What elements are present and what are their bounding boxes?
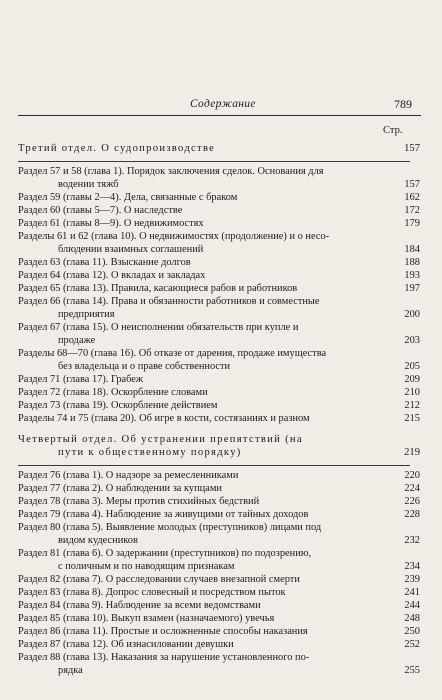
toc-entry-page: 188 [404,257,420,268]
part3-entries [18,165,430,425]
toc-entry-page: 197 [404,283,420,294]
toc-entry [18,230,430,256]
toc-entry-page: 210 [404,387,420,398]
part3-page: 157 [404,143,420,154]
toc-entry-line: Раздел 73 (глава 19). Оскорбление действием [18,400,218,411]
running-title: Содержание [190,98,256,110]
toc-entry-line: продаже [58,335,96,346]
toc-entry [18,586,430,599]
toc-entry-line: Раздел 83 (глава 8). Допрос словесный и посредством пыток [18,587,286,598]
toc-entry-line: предприятия [58,309,115,320]
part4-page: 219 [404,447,420,458]
part4-title-line: пути к общественному порядку) [58,447,242,458]
toc-entry [18,521,430,547]
toc-entry-line: Раздел 84 (глава 9). Наблюдение за всеми ведомствами [18,600,261,611]
toc-entry [18,373,430,386]
toc-entry [18,321,430,347]
toc-entry-page: 250 [404,626,420,637]
toc-entry-page: 212 [404,400,420,411]
toc-entry-page: 255 [404,665,420,676]
toc-entry-page: 179 [404,218,420,229]
toc-entry [18,256,430,269]
part4-title [18,433,430,459]
toc-entry [18,469,430,482]
toc-entry-page: 205 [404,361,420,372]
part4-separator [18,465,410,466]
toc-entry [18,412,430,425]
toc-entry [18,269,430,282]
toc-entry-line: Раздел 79 (глава 4). Наблюдение за живущими от тайных доходов [18,509,309,520]
toc-entry-line: Раздел 71 (глава 17). Грабеж [18,374,144,385]
toc-entry [18,612,430,625]
toc-entry-line: Раздел 72 (глава 18). Оскорбление словами [18,387,208,398]
part3-title-text: Третий отдел. О судопроизводстве [18,143,216,154]
toc-entry-page: 220 [404,470,420,481]
toc-entry-page: 232 [404,535,420,546]
toc-entry [18,347,430,373]
toc-entry-page: 172 [404,205,420,216]
toc-entry-line: Раздел 76 (глава 1). О надзоре за ремесленниками [18,470,239,481]
toc-entry-page: 200 [404,309,420,320]
toc-entry-page: 239 [404,574,420,585]
toc-entry [18,282,430,295]
toc-entry-page: 234 [404,561,420,572]
toc-entry-line: Разделы 61 и 62 (глава 10). О недвижимостях (продолжение) и о несо- [18,231,330,242]
toc-entry-page: 244 [404,600,420,611]
toc-entry-page: 203 [404,335,420,346]
toc-entry-line: Раздел 80 (глава 5). Выявление молодых (преступников) лицами под [18,522,322,533]
toc-entry [18,399,430,412]
toc-entry [18,508,430,521]
toc-entry-line: Раздел 57 и 58 (глава 1). Порядок заключения сделок. Основания для [18,166,324,177]
toc-entry-line: Разделы 68—70 (глава 16). Об отказе от дарения, продаже имущества [18,348,327,359]
toc-entry-page: 252 [404,639,420,650]
toc-entry-line: блюдении взаимных соглашений [58,244,204,255]
toc-entry [18,386,430,399]
toc-entry-line: без владельца и о праве собственности [58,361,231,372]
page-number: 789 [394,97,412,111]
toc-entry-line: Раздел 65 (глава 13). Правила, касающиеся рабов и работников [18,283,298,294]
table-of-contents [18,140,430,677]
toc-entry-page: 162 [404,192,420,203]
toc-entry [18,482,430,495]
part3-separator [18,161,410,162]
toc-entry-page: 209 [404,374,420,385]
toc-entry-line: Раздел 64 (глава 12). О вкладах и закладах [18,270,206,281]
toc-entry-line: водении тяжб [58,179,119,190]
toc-entry [18,651,430,677]
toc-entry-page: 224 [404,483,420,494]
toc-entry-page: 215 [404,413,420,424]
toc-entry-line: с поличным и по наводящим признакам [58,561,235,572]
toc-entry-line: Раздел 63 (глава 11). Взыскание долгов [18,257,191,268]
toc-entry-page: 193 [404,270,420,281]
toc-entry [18,573,430,586]
toc-entry-line: Раздел 67 (глава 15). О неисполнении обязательств при купле и [18,322,299,333]
toc-entry [18,625,430,638]
toc-entry-line: Раздел 66 (глава 14). Права и обязанности работников и совместные [18,296,320,307]
toc-entry [18,204,430,217]
part3-title [18,142,430,155]
toc-entry-line: Разделы 74 и 75 (глава 20). Об игре в кости, состязаниях и разном [18,413,310,424]
toc-entry-line: Раздел 78 (глава 3). Меры против стихийных бедствий [18,496,260,507]
toc-entry-line: Раздел 88 (глава 13). Наказания за нарушение установленного по- [18,652,310,663]
part4-entries [18,469,430,677]
toc-entry [18,547,430,573]
toc-entry-line: Раздел 61 (главы 8—9). О недвижимостях [18,218,204,229]
toc-entry [18,191,430,204]
toc-entry [18,638,430,651]
toc-entry-line: видом кудесников [58,535,138,546]
toc-entry-page: 228 [404,509,420,520]
toc-entry-line: Раздел 82 (глава 7). О расследовании случаев внезапной смерти [18,574,300,585]
header-rule [18,115,421,116]
toc-entry-line: Раздел 77 (глава 2). О наблюдении за купцами [18,483,222,494]
toc-entry [18,295,430,321]
toc-entry-line: рядка [58,665,83,676]
part4-title-line: Четвертый отдел. Об устранении препятствий (на [18,434,303,445]
toc-entry-line: Раздел 85 (глава 10). Выкуп взамен (назначаемого) увечья [18,613,275,624]
toc-entry [18,165,430,191]
toc-entry [18,495,430,508]
toc-entry-line: Раздел 86 (глава 11). Простые и осложненные способы наказания [18,626,308,637]
toc-entry-line: Раздел 60 (главы 5—7). О наследстве [18,205,183,216]
toc-entry-line: Раздел 59 (главы 2—4). Дела, связанные с браком [18,192,238,203]
toc-entry-page: 241 [404,587,420,598]
toc-entry-page: 248 [404,613,420,624]
toc-entry-page: 184 [404,244,420,255]
toc-entry [18,217,430,230]
page-column-heading: Стр. [383,125,403,136]
toc-entry-page: 226 [404,496,420,507]
toc-entry [18,599,430,612]
toc-entry-line: Раздел 81 (глава 6). О задержании (преступников) по подозрению, [18,548,312,559]
toc-entry-line: Раздел 87 (глава 12). Об изнасиловании девушки [18,639,234,650]
toc-entry-page: 157 [404,179,420,190]
